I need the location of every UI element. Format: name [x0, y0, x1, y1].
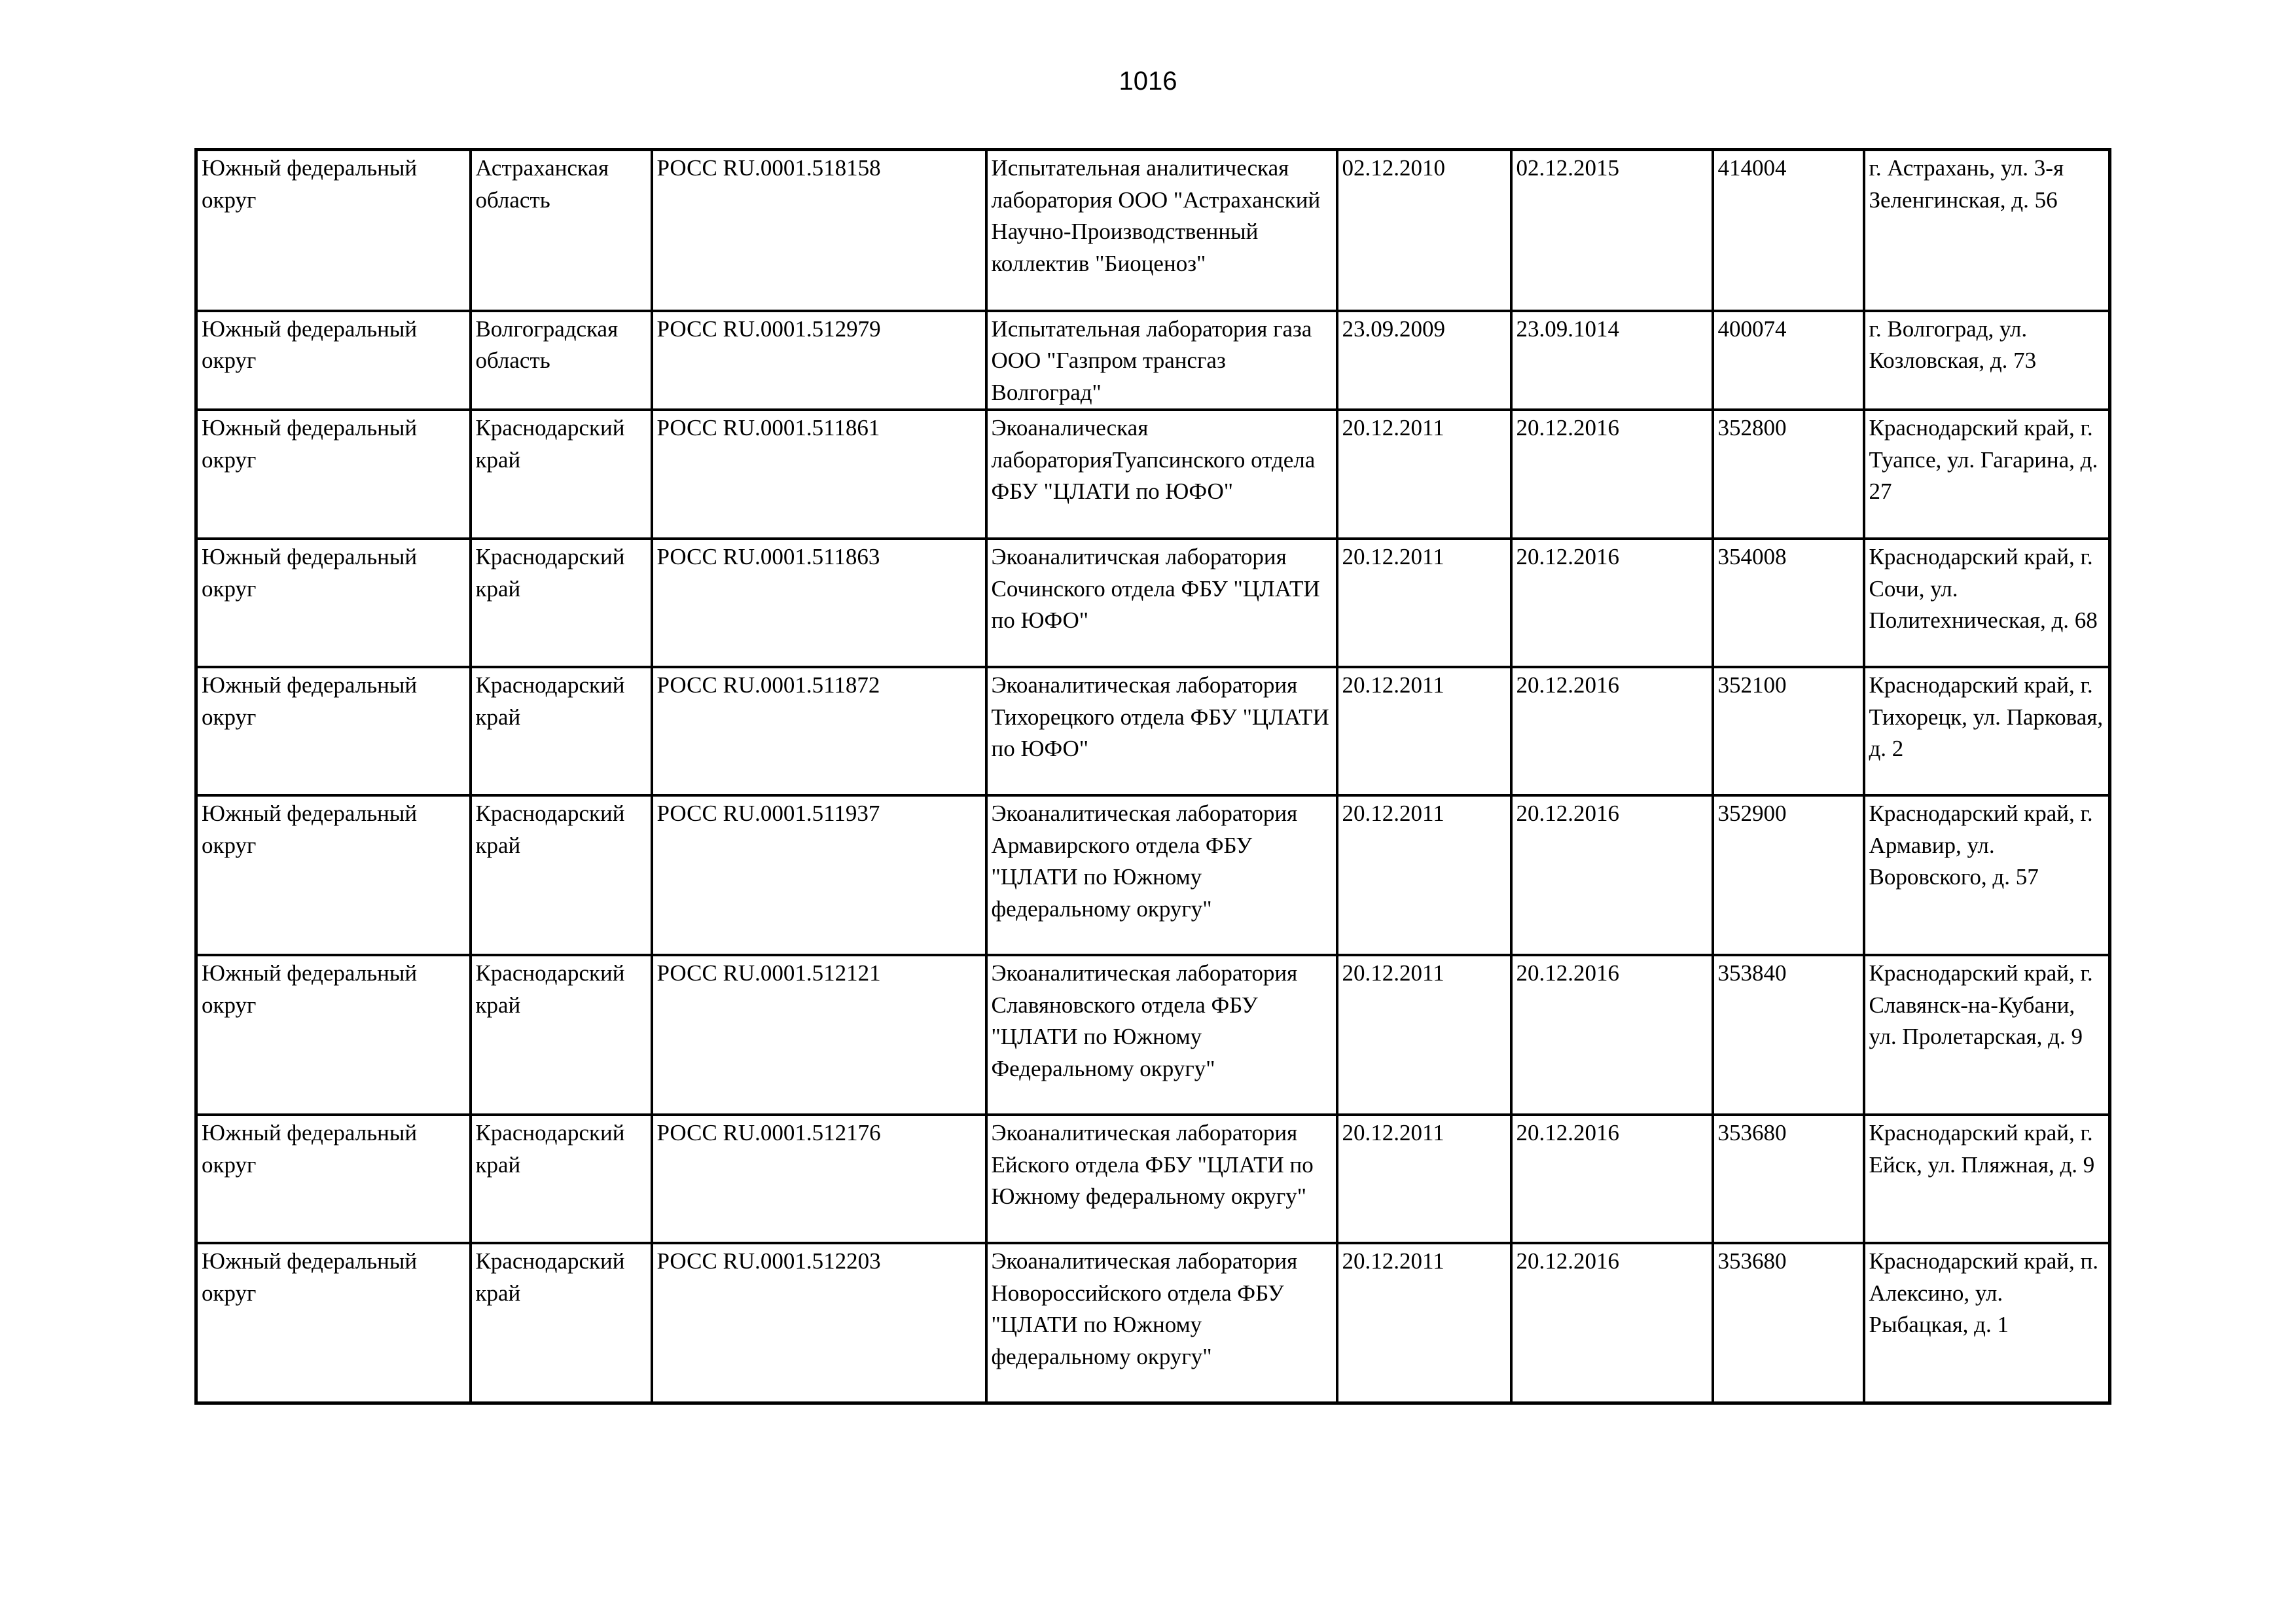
region-cell: Астраханская область	[471, 150, 652, 311]
table-row	[196, 150, 2110, 311]
table-row	[196, 1115, 2110, 1243]
date-to-cell: 20.12.2016	[1511, 1243, 1713, 1403]
date-from-cell: 20.12.2011	[1337, 795, 1511, 955]
registration-number-cell: РОСС RU.0001.511937	[652, 795, 986, 955]
address-cell: Краснодарский край, г. Армавир, ул. Воровского, д. 57	[1864, 795, 2110, 955]
table-row	[196, 311, 2110, 410]
district-cell: Южный федеральный округ	[196, 410, 471, 539]
registration-number-cell: РОСС RU.0001.512979	[652, 311, 986, 410]
date-from-cell: 20.12.2011	[1337, 539, 1511, 667]
table-row	[196, 795, 2110, 955]
district-cell: Южный федеральный округ	[196, 667, 471, 795]
table-row	[196, 539, 2110, 667]
date-to-cell: 23.09.1014	[1511, 311, 1713, 410]
registration-number-cell: РОСС RU.0001.512203	[652, 1243, 986, 1403]
postal-code-cell: 352800	[1713, 410, 1864, 539]
address-cell: Краснодарский край, п. Алексино, ул. Рыбацкая, д. 1	[1864, 1243, 2110, 1403]
postal-code-cell: 414004	[1713, 150, 1864, 311]
region-cell: Краснодарский край	[471, 539, 652, 667]
registration-number-cell: РОСС RU.0001.512121	[652, 955, 986, 1115]
date-to-cell: 20.12.2016	[1511, 1115, 1713, 1243]
laboratory-name-cell: Экоаналитическая лаборатория Ейского отдела ФБУ "ЦЛАТИ по Южному федеральному округу"	[986, 1115, 1337, 1243]
date-from-cell: 20.12.2011	[1337, 955, 1511, 1115]
date-to-cell: 20.12.2016	[1511, 795, 1713, 955]
date-to-cell: 20.12.2016	[1511, 667, 1713, 795]
address-cell: Краснодарский край, г. Ейск, ул. Пляжная, д. 9	[1864, 1115, 2110, 1243]
table-row	[196, 667, 2110, 795]
address-cell: г. Астрахань, ул. 3-я Зеленгинская, д. 56	[1864, 150, 2110, 311]
postal-code-cell: 353680	[1713, 1115, 1864, 1243]
district-cell: Южный федеральный округ	[196, 955, 471, 1115]
district-cell: Южный федеральный округ	[196, 1243, 471, 1403]
registration-number-cell: РОСС RU.0001.511861	[652, 410, 986, 539]
registration-number-cell: РОСС RU.0001.512176	[652, 1115, 986, 1243]
laboratory-name-cell: Экоаналитическая лаборатория Новороссийского отдела ФБУ "ЦЛАТИ по Южному федеральному округу"	[986, 1243, 1337, 1403]
district-cell: Южный федеральный округ	[196, 150, 471, 311]
date-from-cell: 20.12.2011	[1337, 1243, 1511, 1403]
date-to-cell: 20.12.2016	[1511, 955, 1713, 1115]
district-cell: Южный федеральный округ	[196, 539, 471, 667]
district-cell: Южный федеральный округ	[196, 311, 471, 410]
registration-number-cell: РОСС RU.0001.518158	[652, 150, 986, 311]
postal-code-cell: 353840	[1713, 955, 1864, 1115]
region-cell: Краснодарский край	[471, 795, 652, 955]
address-cell: г. Волгоград, ул. Козловская, д. 73	[1864, 311, 2110, 410]
district-cell: Южный федеральный округ	[196, 1115, 471, 1243]
region-cell: Краснодарский край	[471, 1115, 652, 1243]
laboratory-name-cell: Экоаналитическая лаборатория Армавирского отдела ФБУ "ЦЛАТИ по Южному федеральному округу"	[986, 795, 1337, 955]
date-to-cell: 02.12.2015	[1511, 150, 1713, 311]
district-cell: Южный федеральный округ	[196, 795, 471, 955]
date-from-cell: 20.12.2011	[1337, 410, 1511, 539]
date-from-cell: 20.12.2011	[1337, 1115, 1511, 1243]
postal-code-cell: 354008	[1713, 539, 1864, 667]
table-row	[196, 410, 2110, 539]
address-cell: Краснодарский край, г. Тихорецк, ул. Парковая, д. 2	[1864, 667, 2110, 795]
postal-code-cell: 353680	[1713, 1243, 1864, 1403]
region-cell: Волгоградская область	[471, 311, 652, 410]
laboratory-name-cell: Испытательная лаборатория газа ООО "Газпром трансгаз Волгоград"	[986, 311, 1337, 410]
laboratory-registry-table	[194, 148, 2111, 1405]
laboratory-name-cell: Экоаналическая лабораторияТуапсинского отдела ФБУ "ЦЛАТИ по ЮФО"	[986, 410, 1337, 539]
laboratory-name-cell: Экоаналитичская лаборатория Сочинского отдела ФБУ "ЦЛАТИ по ЮФО"	[986, 539, 1337, 667]
date-to-cell: 20.12.2016	[1511, 410, 1713, 539]
laboratory-name-cell: Экоаналитическая лаборатория Тихорецкого отдела ФБУ "ЦЛАТИ по ЮФО"	[986, 667, 1337, 795]
address-cell: Краснодарский край, г. Сочи, ул. Политехническая, д. 68	[1864, 539, 2110, 667]
postal-code-cell: 352900	[1713, 795, 1864, 955]
date-from-cell: 02.12.2010	[1337, 150, 1511, 311]
laboratory-name-cell: Испытательная аналитическая лаборатория ООО "Астраханский Научно-Производственный коллектив "Биоценоз"	[986, 150, 1337, 311]
region-cell: Краснодарский край	[471, 410, 652, 539]
date-from-cell: 23.09.2009	[1337, 311, 1511, 410]
region-cell: Краснодарский край	[471, 1243, 652, 1403]
table-row	[196, 955, 2110, 1115]
table-row	[196, 1243, 2110, 1403]
registration-number-cell: РОСС RU.0001.511863	[652, 539, 986, 667]
region-cell: Краснодарский край	[471, 667, 652, 795]
laboratory-name-cell: Экоаналитическая лаборатория Славяновского отдела ФБУ "ЦЛАТИ по Южному Федеральному округу"	[986, 955, 1337, 1115]
date-to-cell: 20.12.2016	[1511, 539, 1713, 667]
postal-code-cell: 400074	[1713, 311, 1864, 410]
date-from-cell: 20.12.2011	[1337, 667, 1511, 795]
registration-number-cell: РОСС RU.0001.511872	[652, 667, 986, 795]
page-number: 1016	[1119, 67, 1177, 96]
address-cell: Краснодарский край, г. Туапсе, ул. Гагарина, д. 27	[1864, 410, 2110, 539]
postal-code-cell: 352100	[1713, 667, 1864, 795]
region-cell: Краснодарский край	[471, 955, 652, 1115]
address-cell: Краснодарский край, г. Славянск-на-Кубани, ул. Пролетарская, д. 9	[1864, 955, 2110, 1115]
